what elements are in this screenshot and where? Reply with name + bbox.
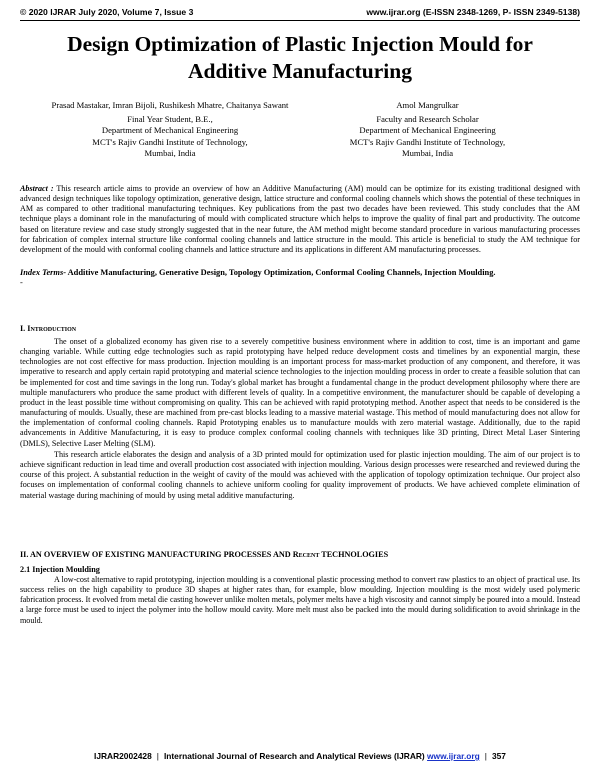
abstract-text: This research article aims to provide an overview of how an Additive Manufacturing (AM) mould can be optimize for its existing traditional designed with advanced design techniques like topology optimization, generative design, lattice structure and conformal cooling channels which shows the potential of these techniques in AM as compared to other traditional manufacturing techniques. Key publications from the past two decades have been reviewed. This study concludes that the AM technique plays a dominant role in the manufacturing of mould with complicated structure which helps to improve the quality of final part and productivity. The outcome based on literature review and case study strongly suggested that in the near future, the AM method might become standard procedure in various manufacturing processes for fabrication of complex internal structure like conformal cooling channels and lattice structure in the mould. This article is beneficial to study the AM technique for development of the mould with conformal cooling channels and lattice structure and its applications in different AM manufacturing processes. [20,184,580,254]
section-title: Introduction [27,324,77,333]
page-footer [20,751,580,761]
section-title-part: TECHNOLOGIES [319,550,389,559]
injection-moulding-paragraph: A low-cost alternative to rapid prototyping, injection moulding is a conventional plastic processing method to convert raw plastics to an object of practical use. Its success relies on the high capability to produce 3D shapes at higher rates than, for example, blow moulding. Injection moulding is the most widely used polymeric fabrication process. It evolved from metal die casting however unlike molten metals, polymer melts have a high viscosity and cannot simply be poured into a mould. Instead a large force must be used to inject the polymer into the hollow mould cavity. More melt must also be packed into the mould during solidification to avoid shrinkage in the mould. [20,575,580,625]
footer-separator: | [484,751,487,761]
section-number: I. [20,324,28,333]
author-block-faculty [320,100,535,159]
index-terms [20,268,580,288]
author-names: Amol Mangrulkar [396,100,459,110]
section-title-part: Recent [292,550,320,559]
running-header [0,0,600,22]
intro-paragraph-2: This research article elaborates the design and analysis of a 3D printed mould for optimization used for plastic injection moulding. The aim of our project is to achieve significant reduction in lead time and overall production cost associated with injection moulding. Various design processes were researched and reviewed during the course of this project. A substantial reduction in the weight of cavity of the mould was achieved with the application of topology optimization technique. Our project also focuses on implementation of conformal cooling channels to achieve uniform cooling for quality improvement of products. We have achieved complete elimination of material wastage during machining of mould by using metal additive manufacturing. [20,450,580,500]
header-issue-info: © 2020 IJRAR July 2020, Volume 7, Issue 3 [20,7,194,17]
paper-title: Design Optimization of Plastic Injection Mould for Additive Manufacturing [67,32,533,83]
author-role: Final Year Student, B.E., [127,114,213,125]
section-heading-overview [20,549,580,560]
intro-paragraph-1: The onset of a globalized economy has given rise to a severely competitive business environment where in addition to cost, time is an important and game changing variable. While cutting edge technologies such as rapid prototyping have helped reduce development costs and timelines by an exponential margin, these technologies are not cost effective for mass production. Injection moulding is an important process for mass-market production of any component, and therefore, it was imperative to research and apply certain rapid prototyping and material science technologies to the injection moulding process in order to create a feasible solution that can be implemented for cost and time savings in the long run. Today's global market has brought a fundamental change in the product development philosophy where there are multiple manufacturers who produce the same product with different levels of quality. In a competitive environment, the manufacturer should be capable of developing a product in the least possible time without compromising on quality. This can be achieved with rapid prototyping method. Another aspect that needs to be considered is the manufacturing of moulds. Usually, these are machined from pre-cast blocks leading to a massive material wastage. This method of mould manufacturing does not allow for the implementation of conformal cooling channels. Rapid Prototyping enables us to manufacture moulds with zero material wastage. Additionally, due to the rapid advancements in Additive Manufacturing, it is easy to produce complex conformal cooling channels with techniques like 3D printing, Direct Metal Laser Sintering (DMLS), Selective Laser Melting (SLM). [20,337,580,448]
header-rule [20,20,580,21]
abstract [20,184,580,255]
index-terms-trail: - [20,278,23,288]
author-block-students [45,100,295,159]
author-city: Mumbai, India [401,147,454,158]
author-role: Faculty and Research Scholar [376,114,479,125]
index-terms-label: Index Terms- [20,268,66,277]
author-institute: MCT's Rajiv Gandhi Institute of Technology, [349,136,506,147]
header-journal-issn: www.ijrar.org (E-ISSN 2348-1269, P- ISSN 2349-5138) [366,7,580,17]
author-city: Mumbai, India [144,147,196,158]
footer-paper-id: IJRAR2002428 [94,751,152,761]
subsection-heading-injection-moulding: 2.1 Injection Moulding [20,565,100,574]
page-number: 357 [491,751,506,761]
section-title-part: II. AN OVERVIEW OF EXISTING MANUFACTURING PROCESSES AND [20,550,293,559]
author-institute: MCT's Rajiv Gandhi Institute of Technology, [92,136,248,147]
section-heading-introduction [20,323,580,334]
author-department: Department of Mechanical Engineering [359,125,496,136]
author-department: Department of Mechanical Engineering [101,125,239,136]
author-names: Prasad Mastakar, Imran Bijoli, Rushikesh Mhatre, Chaitanya Sawant [51,100,289,110]
footer-journal-name: International Journal of Research and Analytical Reviews (IJRAR) [163,751,428,761]
abstract-label: Abstract : [20,184,54,193]
footer-separator: | [156,751,159,761]
index-terms-text: Additive Manufacturing, Generative Design, Topology Optimization, Conformal Cooling Channels, Injection Moulding. [66,268,496,277]
footer-site-link[interactable]: www.ijrar.org [427,751,480,761]
